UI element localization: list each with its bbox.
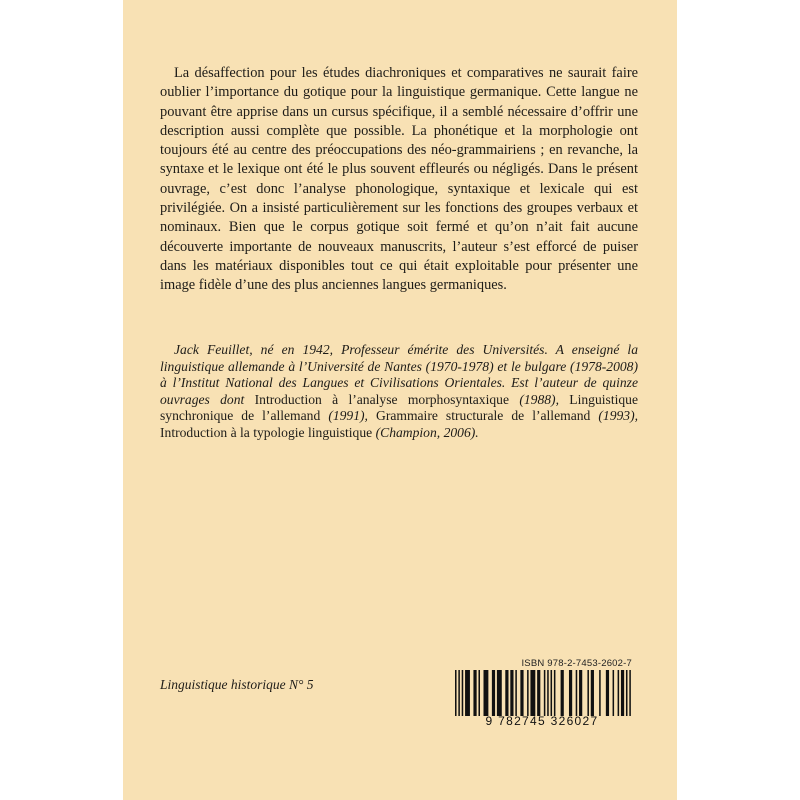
book-publisher-4: (Champion, 2006). <box>375 424 479 440</box>
barcode-bar <box>455 670 457 716</box>
barcode-bar <box>537 670 540 716</box>
isbn-label: ISBN 978-2-7453-2602-7 <box>521 658 632 669</box>
barcode-bar <box>551 670 553 716</box>
blurb-text <box>160 64 638 296</box>
barcode-bar <box>606 670 609 716</box>
barcode-bar <box>515 670 517 716</box>
barcode-bar <box>561 670 564 716</box>
book-year-1: (1988), <box>519 391 559 407</box>
barcode-bar <box>465 670 470 716</box>
barcode-bar <box>579 670 582 716</box>
book-year-3: (1993), <box>598 408 639 424</box>
book-title-4: Introduction à la typologie linguistique <box>160 424 373 440</box>
barcode-bar <box>520 670 523 716</box>
blurb-paragraph: La désaffection pour les études diachroniques et comparatives ne saurait faire oublier l’importance du gotique pour la linguistique germanique. Cette langue ne pouvant être apprise dans un cursus spécifique, il a semblé nécessaire d’offrir une description aussi complète que possible. La phonétique et la morphologie ont toujours été au centre des préoccupations des néo-grammairiens ; en revanche, la syntaxe et le lexique ont été le plus souvent effleurés ou négligés. Dans le présent ouvrage, c’est donc l’analyse phonologique, syntaxique et lexicale qui est privilégiée. On a insisté particulièrement sur les fonctions des groupes verbaux et nominaux. Bien que le corpus gotique soit fermé et qu’on n’ait fait aucune découverte importante de nouveaux manuscrits, l’auteur s’est efforcé de puiser dans les matériaux disponibles tout ce qui était exploitable pour présenter une image fidèle d’une des plus anciennes langues germaniques. <box>160 65 638 294</box>
barcode-bar <box>547 670 549 716</box>
barcode-bar <box>626 670 628 716</box>
barcode-bar <box>587 670 589 716</box>
barcode-bar <box>599 670 601 716</box>
barcode-bar <box>473 670 476 716</box>
barcode-bar <box>576 670 578 716</box>
barcode-digits: 9 782745 326027 <box>485 714 599 728</box>
author-bio <box>160 342 638 442</box>
bio-intro: Jack Feuillet, né en 1942, Professeur émérite des Universités. A enseigné la linguistique allemande à l’Université de Nantes (1970-1978) et le bulgare (1978-2008) à l’Institut National des Langues et Civilisations Orientales. Est l’auteur de quinze ouvrages dont <box>160 342 638 407</box>
barcode-bar <box>591 670 594 716</box>
barcode-bars <box>454 670 632 716</box>
author-bio-paragraph <box>160 342 638 442</box>
book-year-2: (1991), <box>328 408 368 424</box>
barcode-bar <box>569 670 572 716</box>
barcode-block <box>452 658 632 726</box>
barcode-bar <box>497 670 502 716</box>
barcode-bar <box>478 670 480 716</box>
book-title-1: Introduction à l’analyse morphosyntaxique <box>254 391 510 407</box>
barcode-bar <box>629 670 631 716</box>
barcode-bar <box>618 670 620 716</box>
barcode-bar <box>527 670 529 716</box>
series-label: Linguistique historique N° 5 <box>160 677 314 692</box>
barcode-bar <box>492 670 495 716</box>
barcode-bar <box>613 670 615 716</box>
barcode-bar <box>510 670 513 716</box>
barcode-bar <box>621 670 624 716</box>
barcode-graphic <box>454 670 632 716</box>
barcode-bar <box>458 670 460 716</box>
book-title-2: Linguistique synchronique de l’allemand <box>160 391 639 424</box>
barcode-bar <box>505 670 508 716</box>
barcode-bar <box>484 670 489 716</box>
book-title-3: Grammaire structurale de l’allemand <box>376 408 591 424</box>
barcode-bar <box>462 670 464 716</box>
barcode-bar <box>554 670 556 716</box>
barcode-bar <box>530 670 535 716</box>
barcode-bar <box>544 670 546 716</box>
